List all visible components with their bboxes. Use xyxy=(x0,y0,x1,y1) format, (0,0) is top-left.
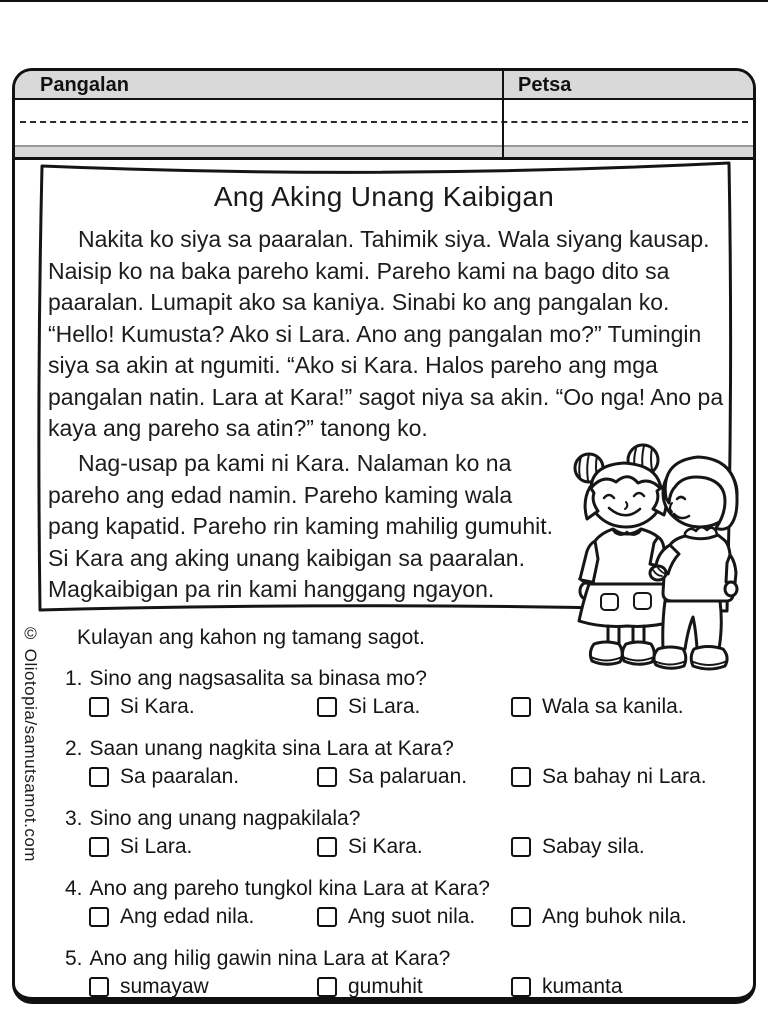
copyright-credit: © Oliotopia/samutsamot.com xyxy=(21,624,40,862)
answer-checkbox[interactable] xyxy=(317,767,337,787)
option-label: kumanta xyxy=(542,975,623,998)
answer-checkbox[interactable] xyxy=(89,697,109,717)
reading-paragraph-1: Nakita ko siya sa paaralan. Tahimik siya. Wala siyang kausap. Naisip ko na baka pareho kami. Pareho kami na bago dito sa paaralan. Lumapit ako sa kaniya. Sinabi ko ang pangalan ko. “Hello! Kumusta? Ako si Lara. Ano ang pangalan mo?” Tumingin siya sa akin at ngumiti. “Ako si Kara. Halos pareho ang mga pangalan natin. Lara at Kara!” sagot niya sa akin. “Oo nga! Ano pa kaya ang pareho sa atin?” tanong ko. xyxy=(48,226,724,441)
question-3 xyxy=(65,805,737,861)
option-label: Sa bahay ni Lara. xyxy=(542,765,707,788)
option-label: Wala sa kanila. xyxy=(542,695,684,718)
question-text: Sino ang nagsasalita sa binasa mo? xyxy=(89,667,427,690)
option-label: Sabay sila. xyxy=(542,835,645,858)
worksheet-frame xyxy=(12,68,756,1004)
answer-checkbox[interactable] xyxy=(511,907,531,927)
answer-checkbox[interactable] xyxy=(317,907,337,927)
answer-checkbox[interactable] xyxy=(317,977,337,997)
question-number: 4. xyxy=(65,877,83,900)
question-2 xyxy=(65,735,737,791)
answer-checkbox[interactable] xyxy=(317,697,337,717)
question-4 xyxy=(65,875,737,931)
answer-checkbox[interactable] xyxy=(89,977,109,997)
passage-title: Ang Aking Unang Kaibigan xyxy=(213,181,555,212)
handwriting-guide-line xyxy=(20,121,748,123)
option-label: Sa paaralan. xyxy=(120,765,240,788)
reading-paragraph-2: Nag-usap pa kami ni Kara. Nalaman ko na pareho ang edad namin. Pareho kaming wala pang kapatid. Pareho rin kaming mahilig gumuhit. Si Kara ang aking unang kaibigan sa paaralan. Magkaibigan pa rin kami hanggang ngayon. xyxy=(48,450,554,602)
quiz-section xyxy=(65,624,737,1001)
answer-checkbox[interactable] xyxy=(511,837,531,857)
question-text: Ano ang hilig gawin nina Lara at Kara? xyxy=(89,947,451,970)
option-label: sumayaw xyxy=(120,975,209,998)
question-number: 5. xyxy=(65,947,83,970)
question-text: Saan unang nagkita sina Lara at Kara? xyxy=(89,737,454,760)
question-5 xyxy=(65,945,737,1001)
option-label: Ang edad nila. xyxy=(120,905,255,928)
answer-checkbox[interactable] xyxy=(89,767,109,787)
answer-checkbox[interactable] xyxy=(511,977,531,997)
date-field-label: Petsa xyxy=(518,74,572,96)
answer-checkbox[interactable] xyxy=(317,837,337,857)
header-column-divider xyxy=(502,71,504,160)
question-number: 1. xyxy=(65,667,83,690)
answer-checkbox[interactable] xyxy=(511,697,531,717)
answer-checkbox[interactable] xyxy=(89,837,109,857)
quiz-instruction: Kulayan ang kahon ng tamang sagot. xyxy=(77,626,425,649)
name-date-write-area[interactable] xyxy=(15,102,753,145)
question-1 xyxy=(65,665,737,721)
option-label: Si Kara. xyxy=(348,835,423,858)
option-label: Ang suot nila. xyxy=(348,905,476,928)
option-label: Si Lara. xyxy=(120,835,193,858)
option-label: gumuhit xyxy=(348,975,423,998)
answer-checkbox[interactable] xyxy=(89,907,109,927)
question-text: Ano ang pareho tungkol kina Lara at Kara? xyxy=(89,877,490,900)
option-label: Ang buhok nila. xyxy=(542,905,687,928)
question-number: 2. xyxy=(65,737,83,760)
header-table xyxy=(15,71,753,100)
question-number: 3. xyxy=(65,807,83,830)
option-label: Si Kara. xyxy=(120,695,195,718)
page-top-rule xyxy=(0,0,768,2)
name-field-label: Pangalan xyxy=(40,74,129,96)
option-label: Si Lara. xyxy=(348,695,421,718)
answer-checkbox[interactable] xyxy=(511,767,531,787)
option-label: Sa palaruan. xyxy=(348,765,468,788)
question-text: Sino ang unang nagpakilala? xyxy=(89,807,361,830)
